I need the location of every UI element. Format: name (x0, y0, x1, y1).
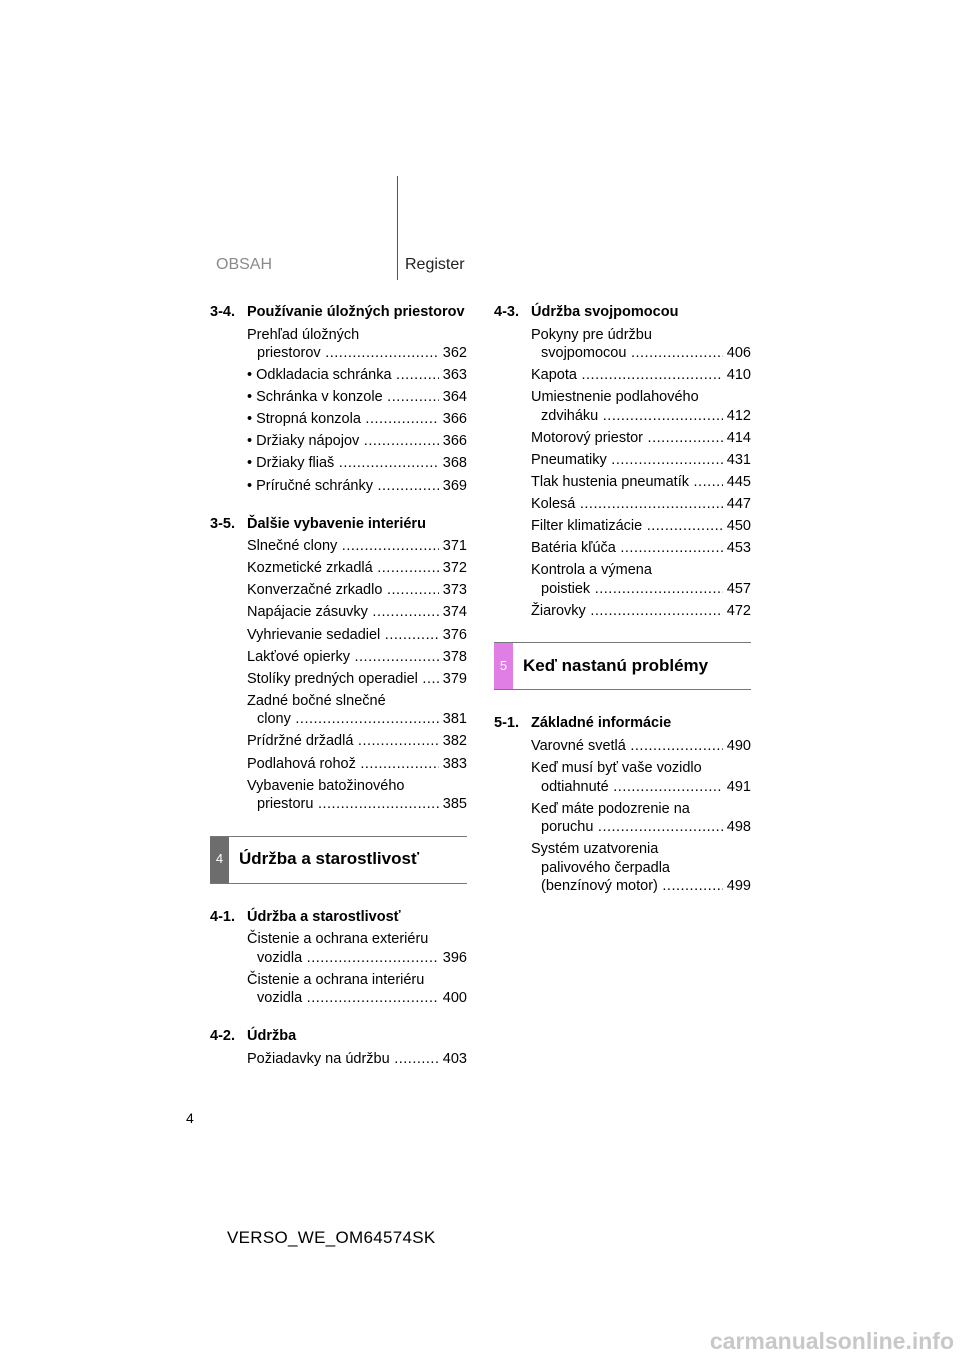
entry-page-number: 373 (442, 582, 467, 599)
entry-page-number: 450 (726, 518, 751, 535)
entry-label-line: vozidla ..... (247, 989, 439, 1008)
entry-page-number: 453 (726, 540, 751, 557)
entry-page-number: 412 (726, 407, 751, 424)
entry-page-number: 381 (442, 711, 467, 728)
entry-label: Kozmetické zrkadlá ..... (247, 559, 439, 578)
section-title: Údržba (247, 1028, 297, 1045)
entry-page-number: 406 (726, 345, 751, 361)
section-heading (494, 714, 751, 733)
entry-label-line: Čistenie a ochrana interiéru (247, 971, 425, 988)
entry-label-line: Zadné bočné slnečné (247, 692, 386, 709)
toc-entry[interactable] (494, 840, 751, 896)
toc-entry[interactable] (494, 759, 751, 796)
section-title: Ďalšie vybavenie interiéru (247, 515, 426, 532)
chapter-title: Údržba a starostlivosť (239, 849, 420, 869)
toc-entry[interactable] (494, 517, 751, 536)
toc-entry[interactable] (210, 971, 467, 1008)
toc-entry[interactable] (210, 432, 467, 451)
entry-label: Konverzačné zrkadlo ..... (247, 581, 439, 600)
toc-entry[interactable] (494, 326, 751, 363)
toc-entry[interactable] (210, 670, 467, 689)
chapter-heading-band[interactable] (494, 642, 751, 690)
entry-label: Stolíky predných operadiel ..... (247, 670, 439, 689)
entry-label-line: zdviháku ..... (531, 407, 723, 426)
entry-label: Motorový priestor ..... (531, 429, 723, 448)
page-number: 4 (186, 1110, 194, 1126)
section-number: 5-1. (494, 715, 519, 732)
entry-label: • Odkladacia schránka ..... (247, 366, 439, 385)
entry-label: Požiadavky na údržbu ..... (247, 1050, 439, 1069)
toc-left-column (210, 303, 467, 1072)
entry-label-line: Čistenie a ochrana exteriéru (247, 931, 429, 948)
entry-label: • Držiaky nápojov ..... (247, 432, 439, 451)
entry-label-line: (benzínový motor) ..... (531, 877, 723, 896)
entry-label (531, 326, 723, 363)
entry-label (531, 561, 723, 598)
toc-entry[interactable] (210, 454, 467, 473)
toc-entry[interactable] (210, 777, 467, 814)
entry-page-number: 382 (442, 733, 467, 750)
entry-label: Varovné svetlá ..... (531, 737, 723, 756)
section-number: 4-3. (494, 304, 519, 320)
entry-page-number: 363 (442, 367, 467, 384)
entry-label: Žiarovky ..... (531, 602, 723, 621)
section-heading (210, 1027, 467, 1046)
entry-label: Kolesá ..... (531, 495, 723, 514)
entry-label-line: Prehľad úložných (247, 326, 360, 343)
toc-entry[interactable] (494, 737, 751, 756)
entry-label: Batéria kľúča ..... (531, 539, 723, 558)
entry-label: • Príručné schránky ..... (247, 477, 439, 496)
entry-page-number: 403 (442, 1050, 467, 1067)
entry-label-line: Systém uzatvorenia (531, 841, 659, 858)
section-heading (210, 515, 467, 534)
section-heading (210, 908, 467, 927)
toc-entry[interactable] (494, 366, 751, 385)
entry-page-number: 499 (726, 878, 751, 895)
entry-label-line: Vybavenie batožinového (247, 777, 405, 794)
entry-label: Vyhrievanie sedadiel ..... (247, 626, 439, 645)
entry-page-number: 396 (442, 949, 467, 966)
entry-label (531, 759, 723, 796)
entry-label: Pneumatiky ..... (531, 451, 723, 470)
entry-label: Prídržné držadlá ..... (247, 732, 439, 751)
entry-page-number: 379 (442, 670, 467, 687)
contents-link[interactable]: OBSAH (216, 256, 273, 273)
spacer (210, 1011, 467, 1027)
entry-page-number: 490 (726, 737, 751, 754)
entry-label (247, 930, 439, 967)
toc-entry[interactable] (494, 388, 751, 425)
toc-entry[interactable] (210, 692, 467, 729)
entry-page-number: 447 (726, 496, 751, 513)
section-title: Údržba svojpomocou (531, 304, 679, 320)
entry-label: Napájacie zásuvky ..... (247, 603, 439, 622)
entry-page-number: 383 (442, 755, 467, 772)
section-title: Údržba a starostlivosť (247, 908, 401, 925)
header-divider (397, 176, 398, 280)
entry-page-number: 472 (726, 602, 751, 619)
watermark: carmanualsonline.info (709, 1328, 954, 1354)
toc-entry[interactable] (210, 603, 467, 622)
toc-entry[interactable] (494, 539, 751, 558)
entry-page-number: 369 (442, 477, 467, 494)
entry-label (531, 840, 723, 896)
entry-page-number: 368 (442, 455, 467, 472)
entry-label: Kapota ..... (531, 366, 723, 385)
entry-label-line: clony ..... (247, 710, 439, 729)
entry-label: Lakťové opierky ..... (247, 648, 439, 667)
toc-entry[interactable] (210, 366, 467, 385)
chapter-title: Keď nastanú problémy (523, 656, 709, 676)
toc-entry[interactable] (494, 429, 751, 448)
entry-label (247, 777, 439, 814)
entry-page-number: 372 (442, 560, 467, 577)
toc-entry[interactable] (210, 648, 467, 667)
entry-page-number: 371 (442, 538, 467, 555)
entry-label-line: Pokyny pre údržbu (531, 326, 652, 343)
chapter-number-tab: 4 (210, 837, 229, 883)
toc-entry[interactable] (210, 755, 467, 774)
section-title: Základné informácie (531, 715, 672, 732)
toc-entry[interactable] (210, 1050, 467, 1069)
entry-label-line: priestorov ..... (247, 344, 439, 363)
toc-entry[interactable] (494, 561, 751, 598)
entry-label-line: vozidla ..... (247, 949, 439, 968)
entry-page-number: 374 (442, 604, 467, 621)
toc-entry[interactable] (494, 800, 751, 837)
entry-label-line: svojpomocou ..... (531, 344, 723, 363)
entry-label: • Držiaky fliaš ..... (247, 454, 439, 473)
entry-page-number: 491 (726, 778, 751, 795)
toc-entry[interactable] (494, 473, 751, 492)
section-heading (494, 303, 751, 322)
entry-page-number: 362 (442, 345, 467, 361)
entry-label: Slnečné clony ..... (247, 537, 439, 556)
document-code: VERSO_WE_OM64574SK (227, 1228, 436, 1247)
entry-page-number: 457 (726, 580, 751, 597)
entry-label (247, 692, 439, 729)
entry-label-line: poruchu ..... (531, 818, 723, 837)
toc-entry[interactable] (210, 626, 467, 645)
entry-label-line: poistiek ..... (531, 580, 723, 599)
entry-label: Tlak hustenia pneumatík ..... (531, 473, 723, 492)
toc-right-column (494, 303, 751, 899)
entry-page-number: 385 (442, 796, 467, 813)
chapter-number-tab: 5 (494, 643, 513, 689)
section-heading (210, 303, 467, 322)
section-number: 3-5. (210, 515, 235, 532)
entry-label: Podlahová rohož ..... (247, 755, 439, 774)
register-link[interactable]: Register (405, 256, 465, 273)
entry-label (247, 971, 439, 1008)
entry-label (247, 326, 439, 363)
entry-label: • Stropná konzola ..... (247, 410, 439, 429)
section-number: 4-1. (210, 908, 235, 925)
entry-label-line: odtiahnuté ..... (531, 778, 723, 797)
chapter-heading-band[interactable] (210, 836, 467, 884)
entry-label (531, 388, 723, 425)
toc-entry[interactable] (494, 602, 751, 621)
entry-label (531, 800, 723, 837)
toc-entry[interactable] (210, 388, 467, 407)
section-number: 4-2. (210, 1028, 235, 1045)
entry-label-line: palivového čerpadla (541, 859, 670, 876)
entry-label-line: Kontrola a výmena (531, 562, 652, 579)
entry-page-number: 366 (442, 411, 467, 428)
toc-entry[interactable] (210, 410, 467, 429)
entry-label: Filter klimatizácie ..... (531, 517, 723, 536)
toc-entry[interactable] (494, 495, 751, 514)
toc-entry[interactable] (210, 537, 467, 556)
toc-entry[interactable] (210, 326, 467, 363)
toc-entry[interactable] (210, 732, 467, 751)
entry-page-number: 445 (726, 473, 751, 490)
entry-page-number: 431 (726, 451, 751, 468)
toc-entry[interactable] (210, 581, 467, 600)
entry-page-number: 400 (442, 990, 467, 1007)
toc-entry[interactable] (210, 477, 467, 496)
toc-entry[interactable] (210, 930, 467, 967)
entry-page-number: 414 (726, 429, 751, 446)
entry-label-line: Umiestnenie podlahového (531, 389, 699, 406)
toc-entry[interactable] (210, 559, 467, 578)
entry-page-number: 378 (442, 648, 467, 665)
entry-label: • Schránka v konzole ..... (247, 388, 439, 407)
entry-page-number: 364 (442, 389, 467, 406)
entry-page-number: 366 (442, 433, 467, 450)
section-title: Používanie úložných priestorov (247, 304, 465, 320)
toc-entry[interactable] (494, 451, 751, 470)
spacer (210, 499, 467, 515)
section-number: 3-4. (210, 304, 235, 320)
entry-label-line: Keď máte podozrenie na (531, 800, 690, 817)
entry-label-line: Keď musí byť vaše vozidlo (531, 760, 702, 777)
entry-page-number: 410 (726, 367, 751, 384)
entry-page-number: 376 (442, 626, 467, 643)
entry-page-number: 498 (726, 819, 751, 836)
entry-label-line: priestoru ..... (247, 795, 439, 814)
